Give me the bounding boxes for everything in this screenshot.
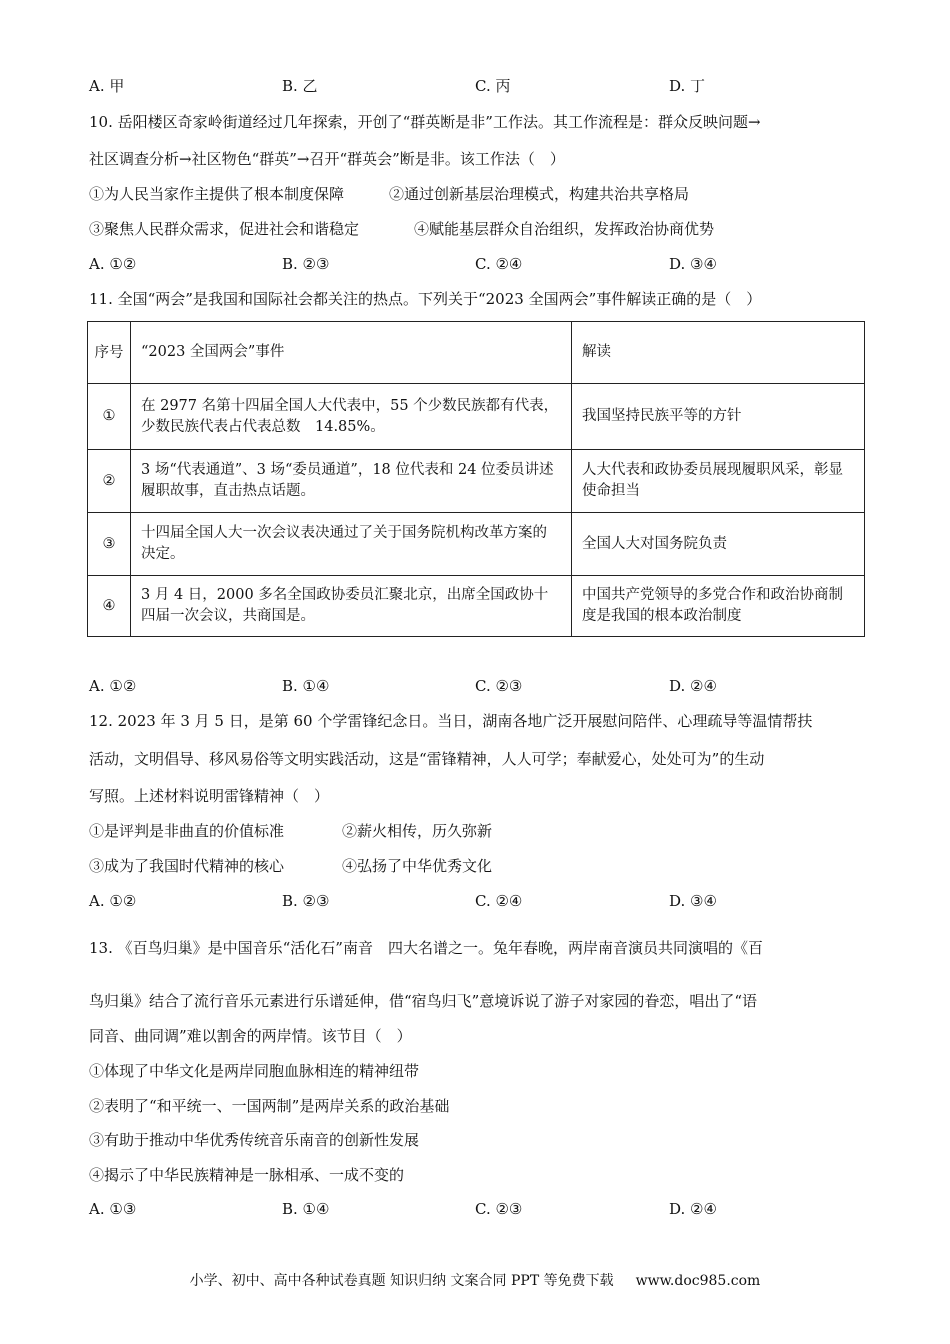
row-reading: 人大代表和政协委员展现履职风采，彰显使命担当 — [572, 450, 865, 513]
option-b: B. ①④ — [282, 677, 330, 695]
option-a: A. ①③ — [89, 1200, 137, 1218]
row-number: ④ — [88, 576, 131, 637]
option-d: D. 丁 — [669, 77, 706, 95]
q13-item-3: ③有助于推动中华优秀传统音乐南音的创新性发展 — [89, 1131, 420, 1149]
option-d: D. ③④ — [669, 892, 717, 910]
footer-text: 小学、初中、高中各种试卷真题 知识归纳 文案合同 PPT 等免费下载 — [189, 1273, 614, 1289]
row-reading: 全国人大对国务院负责 — [572, 513, 865, 576]
row-number: ① — [88, 384, 131, 450]
q13-item-2: ②表明了“和平统一、一国两制”是两岸关系的政治基础 — [89, 1097, 450, 1115]
q12-item-4: ④弘扬了中华优秀文化 — [342, 857, 493, 875]
q13-options — [89, 1199, 829, 1219]
table-row — [88, 384, 865, 450]
footer-url-link[interactable]: www.doc985.com — [635, 1273, 761, 1289]
q10-item-3: ③聚焦人民群众需求，促进社会和谐稳定 — [89, 220, 360, 238]
q10-options — [89, 254, 829, 274]
q12-item-3: ③成为了我国时代精神的核心 — [89, 857, 285, 875]
q11-options — [89, 676, 829, 696]
row-reading: 我国坚持民族平等的方针 — [572, 384, 865, 450]
q12-stem-line-2: 活动，文明倡导、移风易俗等文明实践活动，这是“雷锋精神，人人可学；奉献爱心，处处可为”的生动 — [89, 750, 765, 768]
q12-item-2: ②薪火相传，历久弥新 — [342, 822, 493, 840]
row-reading: 中国共产党领导的多党合作和政治协商制度是我国的根本政治制度 — [572, 576, 865, 637]
q9-options — [89, 76, 829, 96]
option-c: C. ②③ — [475, 1200, 523, 1218]
q12-stem-line-1: 12. 2023 年 3 月 5 日，是第 60 个学雷锋纪念日。当日，湖南各地广泛开展慰问陪伴、心理疏导等温情帮扶 — [89, 712, 813, 730]
q12-options — [89, 891, 829, 911]
header-number: 序号 — [88, 322, 131, 384]
events-table — [87, 321, 865, 637]
q10-stem-line-1: 10. 岳阳楼区奇家岭街道经过几年探索，开创了“群英断是非”工作法。其工作流程是：群众反映问题→ — [89, 113, 761, 131]
q13-stem-line-3: 同音、曲同调”难以割舍的两岸情。该节目（ ） — [89, 1027, 412, 1045]
q10-item-2: ②通过创新基层治理模式，构建共治共享格局 — [389, 185, 690, 203]
table-header-row — [88, 322, 865, 384]
option-a: A. 甲 — [89, 77, 125, 95]
row-event: 3 场“代表通道”、3 场“委员通道”，18 位代表和 24 位委员讲述履职故事，直击热点话题。 — [131, 450, 572, 513]
q12-stem-line-3: 写照。上述材料说明雷锋精神（ ） — [89, 787, 330, 805]
page-footer — [0, 1270, 950, 1290]
q13-stem-line-1: 13. 《百鸟归巢》是中国音乐“活化石”南音 四大名谱之一。兔年春晚，两岸南音演员共同演唱的《百 — [89, 939, 763, 957]
q12-item-1: ①是评判是非曲直的价值标准 — [89, 822, 285, 840]
q13-item-1: ①体现了中华文化是两岸同胞血脉相连的精神纽带 — [89, 1062, 420, 1080]
option-a: A. ①② — [89, 892, 137, 910]
option-c: C. ②④ — [475, 255, 523, 273]
q10-item-1: ①为人民当家作主提供了根本制度保障 — [89, 185, 345, 203]
option-c: C. 丙 — [475, 77, 511, 95]
row-number: ② — [88, 450, 131, 513]
table-row — [88, 513, 865, 576]
option-d: D. ②④ — [669, 677, 717, 695]
q10-item-4: ④赋能基层群众自治组织，发挥政治协商优势 — [414, 220, 715, 238]
row-number: ③ — [88, 513, 131, 576]
option-d: D. ③④ — [669, 255, 717, 273]
option-b: B. 乙 — [282, 77, 318, 95]
option-a: A. ①② — [89, 255, 137, 273]
q13-item-4: ④揭示了中华民族精神是一脉相承、一成不变的 — [89, 1166, 405, 1184]
q10-stem-line-2: 社区调查分析→社区物色“群英”→召开“群英会”断是非。该工作法（ ） — [89, 150, 565, 168]
option-d: D. ②④ — [669, 1200, 717, 1218]
q11-stem: 11. 全国“两会”是我国和国际社会都关注的热点。下列关于“2023 全国两会”事件解读正确的是（ ） — [89, 290, 762, 308]
option-a: A. ①② — [89, 677, 137, 695]
option-b: B. ②③ — [282, 892, 330, 910]
row-event: 十四届全国人大一次会议表决通过了关于国务院机构改革方案的决定。 — [131, 513, 572, 576]
row-event: 3 月 4 日，2000 多名全国政协委员汇聚北京，出席全国政协十四届一次会议，共商国是。 — [131, 576, 572, 637]
option-c: C. ②④ — [475, 892, 523, 910]
header-event: “2023 全国两会”事件 — [131, 322, 572, 384]
q13-stem-line-2: 鸟归巢》结合了流行音乐元素进行乐谱延伸，借“宿鸟归飞”意境诉说了游子对家园的眷恋，唱出了“语 — [89, 992, 758, 1010]
table-row — [88, 576, 865, 637]
option-b: B. ①④ — [282, 1200, 330, 1218]
option-c: C. ②③ — [475, 677, 523, 695]
option-b: B. ②③ — [282, 255, 330, 273]
header-reading: 解读 — [572, 322, 865, 384]
row-event: 在 2977 名第十四届全国人大代表中，55 个少数民族都有代表，少数民族代表占代表总数 14.85%。 — [131, 384, 572, 450]
table-row — [88, 450, 865, 513]
